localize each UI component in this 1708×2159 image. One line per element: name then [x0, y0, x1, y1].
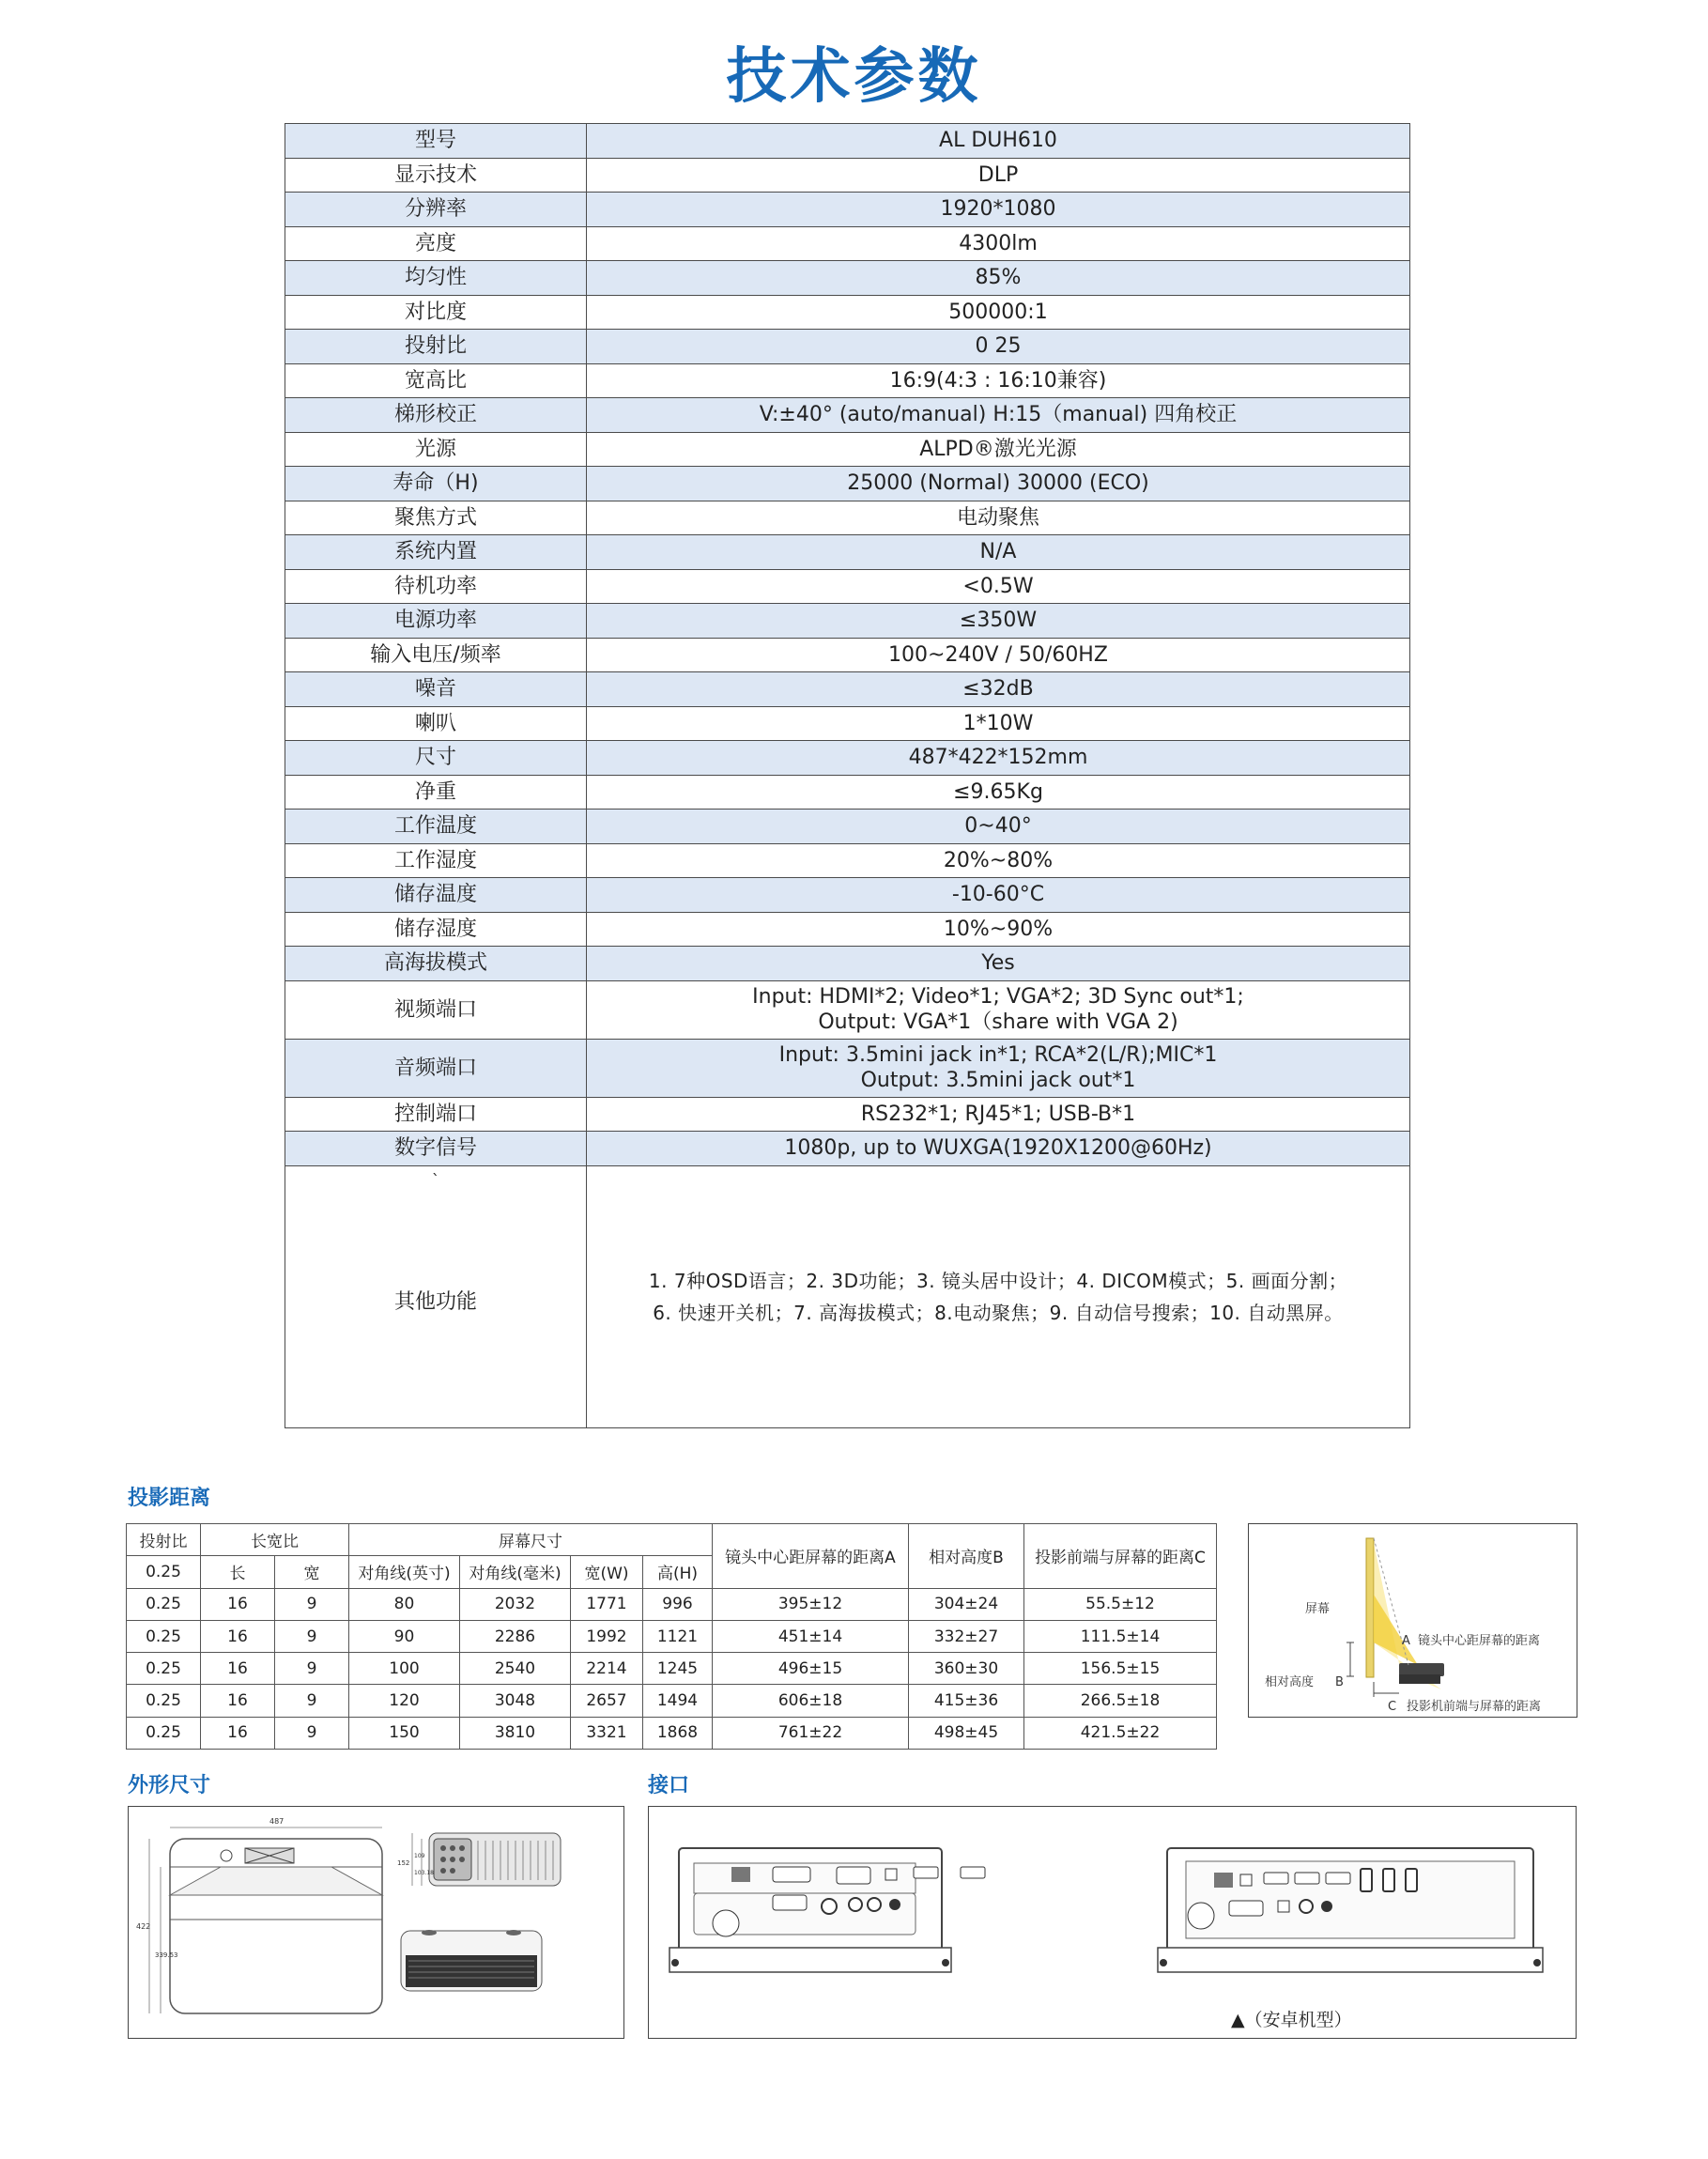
- spec-value: ALPD®激光光源: [587, 432, 1410, 467]
- spec-key: 显示技术: [285, 158, 587, 193]
- table-cell: 415±36: [909, 1685, 1024, 1717]
- table-cell: 0.25: [127, 1717, 201, 1749]
- throw-distance-table: [126, 1523, 1217, 1750]
- spec-value: 20%~80%: [587, 843, 1410, 878]
- outline-height3-dim: 103.18: [414, 1870, 434, 1876]
- spec-key: 亮度: [285, 226, 587, 261]
- table-cell: 0.25: [127, 1685, 201, 1717]
- table-cell: 16: [201, 1620, 275, 1652]
- spec-key: 型号: [285, 124, 587, 159]
- table-cell: 80: [349, 1588, 460, 1620]
- th-sub: 宽(W): [571, 1556, 643, 1588]
- th-aspect: 长宽比: [201, 1524, 349, 1556]
- spec-row: [285, 947, 1410, 981]
- spec-key: 宽高比: [285, 363, 587, 398]
- spec-value-line: Input: 3.5mini jack in*1; RCA*2(L/R);MIC*1: [778, 1043, 1218, 1067]
- spec-row: [285, 604, 1410, 639]
- table-cell: 0.25: [127, 1588, 201, 1620]
- spec-row: [285, 878, 1410, 913]
- spec-value-line: Input: HDMI*2; Video*1; VGA*2; 3D Sync out*1;: [752, 985, 1244, 1009]
- spec-row: [285, 467, 1410, 501]
- spec-key: 输入电压/频率: [285, 638, 587, 672]
- diagram-c-text: 投影机前端与屏幕的距离: [1407, 1700, 1542, 1714]
- table-cell: 332±27: [909, 1620, 1024, 1652]
- table-cell: 9: [275, 1685, 349, 1717]
- diagram-b-label: B: [1335, 1675, 1344, 1689]
- outline-drawings: [128, 1806, 624, 2039]
- table-cell: 761±22: [713, 1717, 909, 1749]
- spec-row: [285, 1039, 1410, 1097]
- spec-key: 分辨率: [285, 193, 587, 227]
- spec-key: 高海拔模式: [285, 947, 587, 981]
- android-model-caption: ▲（安卓机型）: [1231, 2010, 1352, 2030]
- spec-key: 对比度: [285, 295, 587, 330]
- table-cell: 1868: [643, 1717, 713, 1749]
- table-cell: 90: [349, 1620, 460, 1652]
- diagram-screen-label: 屏幕: [1305, 1602, 1331, 1616]
- other-line-2: 6. 快速开关机；7. 高海拔模式；8.电动聚焦；9. 自动信号搜索；10. 自动黑屏。: [653, 1301, 1344, 1324]
- table-cell: 150: [349, 1717, 460, 1749]
- spec-value: [587, 1165, 1410, 1427]
- table-cell: 1121: [643, 1620, 713, 1652]
- table-cell: 16: [201, 1653, 275, 1685]
- spec-value: Yes: [587, 947, 1410, 981]
- spec-value: 4300lm: [587, 226, 1410, 261]
- th-sub: 对角线(英寸): [349, 1556, 460, 1588]
- spec-value: -10-60°C: [587, 878, 1410, 913]
- spec-value: RS232*1; RJ45*1; USB-B*1: [587, 1097, 1410, 1132]
- spec-value: N/A: [587, 535, 1410, 570]
- spec-row: [285, 569, 1410, 604]
- spec-value: 16:9(4:3 : 16:10兼容): [587, 363, 1410, 398]
- table-cell: 55.5±12: [1024, 1588, 1217, 1620]
- table-cell: 996: [643, 1588, 713, 1620]
- spec-value: 100~240V / 50/60HZ: [587, 638, 1410, 672]
- spec-value: <0.5W: [587, 569, 1410, 604]
- spec-key: 均匀性: [285, 261, 587, 296]
- spec-key: 光源: [285, 432, 587, 467]
- throw-diagram: [1248, 1523, 1577, 1718]
- th-screen: 屏幕尺寸: [349, 1524, 713, 1556]
- spec-row: [285, 398, 1410, 433]
- spec-row: [285, 1097, 1410, 1132]
- spec-value: 487*422*152mm: [587, 741, 1410, 776]
- diagram-height-label: 相对高度: [1265, 1675, 1315, 1689]
- section-throw-distance: 投影距离: [128, 1487, 211, 1510]
- spec-key: 梯形校正: [285, 398, 587, 433]
- spec-row: [285, 672, 1410, 707]
- spec-key: 净重: [285, 775, 587, 810]
- spec-value: 0 25: [587, 330, 1410, 364]
- spec-key: 电源功率: [285, 604, 587, 639]
- spec-row: [285, 193, 1410, 227]
- table-cell: 2032: [460, 1588, 571, 1620]
- table-row: [127, 1620, 1217, 1652]
- spec-row: [285, 261, 1410, 296]
- table-cell: 496±15: [713, 1653, 909, 1685]
- diagram-c-label: C: [1388, 1700, 1397, 1714]
- table-row: [127, 1588, 1217, 1620]
- table-cell: 2214: [571, 1653, 643, 1685]
- outline-depth2-dim: 339.53: [155, 1951, 178, 1959]
- spec-key: 噪音: [285, 672, 587, 707]
- table-cell: 120: [349, 1685, 460, 1717]
- spec-value: 1*10W: [587, 706, 1410, 741]
- spec-key: 尺寸: [285, 741, 587, 776]
- table-cell: 16: [201, 1717, 275, 1749]
- spec-row: [285, 741, 1410, 776]
- spec-value: 1920*1080: [587, 193, 1410, 227]
- table-cell: 111.5±14: [1024, 1620, 1217, 1652]
- spec-key: [285, 1165, 587, 1427]
- section-ports: 接口: [648, 1774, 690, 1797]
- outline-depth-dim: 422: [136, 1922, 151, 1931]
- th-sub: 0.25: [127, 1556, 201, 1588]
- spec-key: 工作湿度: [285, 843, 587, 878]
- table-cell: 9: [275, 1717, 349, 1749]
- table-cell: 304±24: [909, 1588, 1024, 1620]
- spec-key: 系统内置: [285, 535, 587, 570]
- table-cell: 606±18: [713, 1685, 909, 1717]
- spec-row: [285, 432, 1410, 467]
- table-cell: 3321: [571, 1717, 643, 1749]
- table-cell: 3810: [460, 1717, 571, 1749]
- th-distance-c: 投影前端与屏幕的距离C: [1024, 1524, 1217, 1589]
- outline-height2-dim: 109: [414, 1853, 425, 1859]
- spec-value: AL DUH610: [587, 124, 1410, 159]
- th-sub: 长: [201, 1556, 275, 1588]
- table-cell: 2540: [460, 1653, 571, 1685]
- th-sub: 对角线(毫米): [460, 1556, 571, 1588]
- table-cell: 266.5±18: [1024, 1685, 1217, 1717]
- spec-row: [285, 706, 1410, 741]
- spec-value-line: Output: 3.5mini jack out*1: [860, 1069, 1136, 1092]
- spec-key: 投射比: [285, 330, 587, 364]
- table-cell: 395±12: [713, 1588, 909, 1620]
- spec-value: ≤9.65Kg: [587, 775, 1410, 810]
- spec-key: 数字信号: [285, 1132, 587, 1166]
- other-line-1: 1. 7种OSD语言；2. 3D功能；3. 镜头居中设计；4. DICOM模式；5. 画面分割；: [648, 1269, 1348, 1292]
- spec-key: 喇叭: [285, 706, 587, 741]
- spec-row: [285, 295, 1410, 330]
- spec-row: [285, 912, 1410, 947]
- table-cell: 16: [201, 1685, 275, 1717]
- spec-key: 储存温度: [285, 878, 587, 913]
- spec-key: 控制端口: [285, 1097, 587, 1132]
- ports-drawings: [648, 1806, 1577, 2039]
- table-cell: 1771: [571, 1588, 643, 1620]
- th-ratio: 投射比: [127, 1524, 201, 1556]
- table-cell: 0.25: [127, 1620, 201, 1652]
- spec-row: [285, 810, 1410, 844]
- spec-value: ≤32dB: [587, 672, 1410, 707]
- spec-row: [285, 226, 1410, 261]
- spec-row: [285, 843, 1410, 878]
- diagram-a-label: A: [1402, 1634, 1410, 1648]
- table-row: [127, 1685, 1217, 1717]
- table-cell: 9: [275, 1653, 349, 1685]
- table-cell: 0.25: [127, 1653, 201, 1685]
- th-sub: 高(H): [643, 1556, 713, 1588]
- table-cell: 2657: [571, 1685, 643, 1717]
- spec-value: 25000 (Normal) 30000 (ECO): [587, 467, 1410, 501]
- spec-value: [587, 980, 1410, 1039]
- spec-value: 85%: [587, 261, 1410, 296]
- spec-key: 待机功率: [285, 569, 587, 604]
- th-sub: 宽: [275, 1556, 349, 1588]
- table-cell: 2286: [460, 1620, 571, 1652]
- table-row: [127, 1653, 1217, 1685]
- table-row: [127, 1717, 1217, 1749]
- spec-row: [285, 535, 1410, 570]
- spec-value: 500000:1: [587, 295, 1410, 330]
- spec-row: [285, 158, 1410, 193]
- spec-key: 寿命（H): [285, 467, 587, 501]
- spec-key: 聚焦方式: [285, 501, 587, 535]
- spec-value: 10%~90%: [587, 912, 1410, 947]
- th-distance-a: 镜头中心距屏幕的距离A: [713, 1524, 909, 1589]
- table-cell: 1245: [643, 1653, 713, 1685]
- spec-value: 1080p, up to WUXGA(1920X1200@60Hz): [587, 1132, 1410, 1166]
- th-height-b: 相对高度B: [909, 1524, 1024, 1589]
- table-cell: 1992: [571, 1620, 643, 1652]
- spec-row: [285, 638, 1410, 672]
- tick-mark: `: [432, 1171, 439, 1189]
- spec-row: [285, 775, 1410, 810]
- spec-key-label: 其他功能: [393, 1290, 477, 1314]
- section-outline-dimensions: 外形尺寸: [128, 1774, 211, 1797]
- spec-value-line: Output: VGA*1（share with VGA 2): [818, 1010, 1178, 1034]
- spec-value: [587, 1039, 1410, 1097]
- spec-row: [285, 501, 1410, 535]
- spec-key: 音频端口: [285, 1039, 587, 1097]
- spec-key: 视频端口: [285, 980, 587, 1039]
- spec-value: DLP: [587, 158, 1410, 193]
- spec-row: [285, 124, 1410, 159]
- spec-key: 工作温度: [285, 810, 587, 844]
- table-cell: 16: [201, 1588, 275, 1620]
- outline-width-dim: 487: [269, 1817, 285, 1826]
- spec-value: V:±40° (auto/manual) H:15（manual) 四角校正: [587, 398, 1410, 433]
- spec-row: [285, 363, 1410, 398]
- spec-row-other: [285, 1165, 1410, 1427]
- table-cell: 451±14: [713, 1620, 909, 1652]
- table-cell: 156.5±15: [1024, 1653, 1217, 1685]
- table-cell: 421.5±22: [1024, 1717, 1217, 1749]
- spec-row: [285, 980, 1410, 1039]
- spec-key: 储存湿度: [285, 912, 587, 947]
- table-cell: 1494: [643, 1685, 713, 1717]
- table-cell: 3048: [460, 1685, 571, 1717]
- table-cell: 100: [349, 1653, 460, 1685]
- table-cell: 360±30: [909, 1653, 1024, 1685]
- table-cell: 498±45: [909, 1717, 1024, 1749]
- spec-value: 0~40°: [587, 810, 1410, 844]
- spec-row: [285, 330, 1410, 364]
- spec-value: ≤350W: [587, 604, 1410, 639]
- table-cell: 9: [275, 1620, 349, 1652]
- spec-value: 电动聚焦: [587, 501, 1410, 535]
- table-cell: 9: [275, 1588, 349, 1620]
- spec-row: [285, 1132, 1410, 1166]
- diagram-a-text: 镜头中心距屏幕的距离: [1418, 1634, 1541, 1648]
- outline-height-dim: 152: [397, 1859, 410, 1867]
- spec-table: [285, 123, 1410, 1428]
- page-title: 技术参数: [726, 42, 982, 112]
